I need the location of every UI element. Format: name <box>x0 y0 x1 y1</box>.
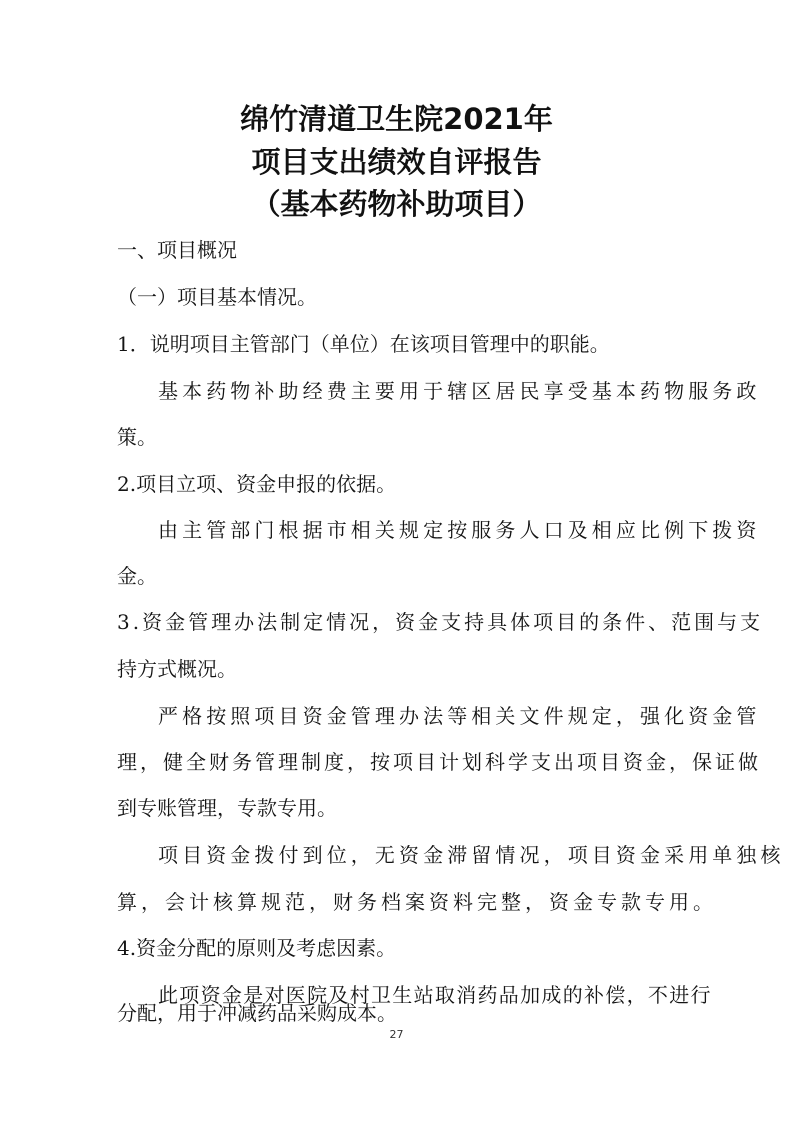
question-3-heading-line-1: 3.资金管理办法制定情况，资金支持具体项目的条件、范围与支 <box>117 610 764 634</box>
question-1-heading: 1．说明项目主管部门（单位）在该项目管理中的职能。 <box>117 332 610 356</box>
report-title-line-2: 项目支出绩效自评报告 <box>251 145 542 179</box>
question-4-paragraph-line-1: 此项资金是对医院及村卫生站取消药品加成的补偿，不进行 <box>158 983 712 1007</box>
report-title-line-1: 绵竹清道卫生院2021年 <box>240 102 553 136</box>
question-2-heading: 2.项目立项、资金申报的依据。 <box>117 472 397 496</box>
question-4-paragraph-line-2: 分配，用于冲减药品采购成本。 <box>117 1001 397 1025</box>
subsection-heading-basic-info: （一）项目基本情况。 <box>117 285 317 309</box>
question-3-paragraph-1-line-2: 理，健全财务管理制度，按项目计划科学支出项目资金，保证做 <box>117 750 761 774</box>
question-4-heading: 4.资金分配的原则及考虑因素。 <box>117 936 397 960</box>
question-1-paragraph-line-2: 策。 <box>117 425 157 449</box>
report-title-line-3: （基本药物补助项目） <box>251 187 542 221</box>
page-number: 27 <box>389 1028 404 1041</box>
question-3-paragraph-1-line-1: 严格按照项目资金管理办法等相关文件规定，强化资金管 <box>158 704 761 728</box>
section-heading-overview: 一、项目概况 <box>117 238 237 262</box>
question-3-paragraph-1-line-3: 到专账管理，专款专用。 <box>117 796 337 820</box>
question-1-paragraph-line-1: 基本药物补助经费主要用于辖区居民享受基本药物服务政 <box>158 379 761 403</box>
question-3-heading-line-2: 持方式概况。 <box>117 657 237 681</box>
question-3-paragraph-2-line-2: 算，会计核算规范，财务档案资料完整，资金专款专用。 <box>117 890 717 914</box>
question-2-paragraph-line-2: 金。 <box>117 564 157 588</box>
question-3-paragraph-2-line-1: 项目资金拨付到位，无资金滞留情况，项目资金采用单独核 <box>158 843 785 867</box>
question-2-paragraph-line-1: 由主管部门根据市相关规定按服务人口及相应比例下拨资 <box>158 518 761 542</box>
